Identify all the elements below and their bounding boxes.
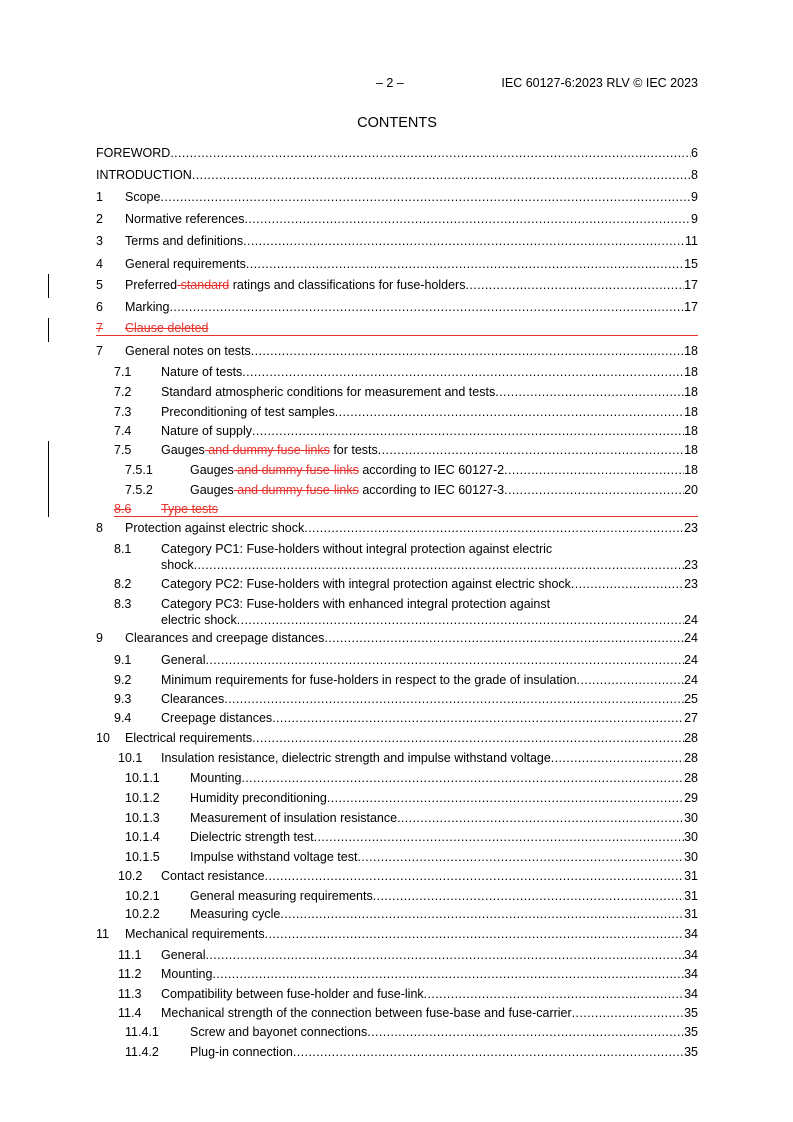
toc-entry-title (161, 443, 378, 457)
toc-entry-number: 7 (96, 344, 103, 358)
deleted-text: and dummy fuse-links (233, 483, 359, 497)
toc-entry-title (125, 731, 252, 745)
toc-entry-title (190, 1045, 293, 1059)
dot-leader (378, 443, 684, 457)
dot-leader (327, 791, 684, 805)
toc-entry-title (161, 653, 205, 667)
toc-entry[interactable] (0, 751, 793, 767)
dot-leader (160, 190, 691, 204)
toc-entry-page: 23 (684, 577, 698, 591)
toc-entry-title (161, 692, 224, 706)
toc-entry-number: 10.1.4 (125, 830, 160, 844)
dot-leader (246, 257, 684, 271)
toc-entry-number: 11.1 (118, 948, 142, 962)
toc-entry[interactable] (0, 344, 793, 360)
toc-entry-number: 10.2.2 (125, 907, 160, 921)
dot-leader (205, 653, 684, 667)
toc-entry-number: 3 (96, 234, 103, 248)
toc-entry-title (190, 850, 357, 864)
toc-entry[interactable] (0, 212, 793, 228)
toc-entry[interactable] (0, 146, 793, 162)
dot-leader (504, 463, 684, 477)
dot-leader (212, 967, 684, 981)
toc-entry[interactable] (0, 257, 793, 273)
toc-entry-title (190, 483, 504, 497)
toc-entry-title (161, 1006, 572, 1020)
toc-title-segment: Impulse withstand voltage test (190, 850, 358, 864)
dot-leader (335, 405, 684, 419)
toc-entry-page: 31 (684, 889, 698, 903)
toc-entry-title (125, 521, 304, 535)
toc-entry[interactable] (0, 987, 793, 1003)
toc-title-segment: Protection against electric shock (125, 521, 305, 535)
toc-entry-title (125, 344, 251, 358)
toc-entry-page: 25 (684, 692, 698, 706)
toc-entry-title (161, 542, 552, 556)
toc-entry-page: 18 (684, 365, 698, 379)
dot-leader (265, 927, 684, 941)
toc-entry-page: 27 (684, 711, 698, 725)
dot-leader (242, 365, 684, 379)
toc-title-segment: Gauges (190, 463, 234, 477)
toc-entry-page: 6 (691, 146, 698, 160)
toc-entry[interactable] (0, 811, 793, 827)
toc-entry[interactable] (0, 850, 793, 866)
toc-title-segment: Dielectric strength test (190, 830, 314, 844)
dot-leader (265, 869, 685, 883)
toc-entry-page: 9 (691, 212, 698, 226)
toc-entry-title (161, 424, 252, 438)
toc-entry-page: 29 (684, 791, 698, 805)
dot-leader (280, 907, 684, 921)
toc-title-segment: Scope (125, 190, 161, 204)
toc-entry[interactable] (0, 502, 793, 518)
toc-title-segment: Plug-in connection (190, 1045, 293, 1059)
toc-entry-page: 28 (684, 751, 698, 765)
toc-entry-page: 28 (684, 771, 698, 785)
toc-entry-page: 18 (684, 443, 698, 457)
toc-title-segment: shock (161, 558, 194, 572)
toc-entry[interactable] (0, 731, 793, 747)
dot-leader (495, 385, 684, 399)
toc-entry[interactable] (0, 405, 793, 421)
toc-title-segment: Mechanical requirements (125, 927, 265, 941)
toc-entry[interactable] (0, 948, 793, 964)
deleted-text: and dummy fuse-links (233, 463, 359, 477)
page-title: CONTENTS (357, 115, 437, 131)
dot-leader (205, 948, 684, 962)
toc-entry-title (190, 830, 314, 844)
toc-title-segment: Minimum requirements for fuse-holders in respect to the grade of insulation (161, 673, 577, 687)
toc-entry-number: 7.3 (114, 405, 132, 419)
toc-title-segment: Creepage distances (161, 711, 273, 725)
toc-title-segment: General measuring requirements (190, 889, 373, 903)
toc-entry-page: 28 (684, 731, 698, 745)
toc-entry[interactable] (0, 321, 793, 337)
toc-entry-title (190, 771, 241, 785)
toc-entry[interactable] (0, 597, 793, 631)
dot-leader (252, 731, 684, 745)
toc-entry-page: 35 (684, 1025, 698, 1039)
toc-entry[interactable] (0, 443, 793, 459)
toc-entry[interactable] (0, 542, 793, 576)
toc-entry-number: 10.1.5 (125, 850, 160, 864)
toc-entry-page: 9 (691, 190, 698, 204)
toc-entry-title (125, 631, 324, 645)
toc-entry-title (161, 751, 551, 765)
toc-entry-number: 4 (96, 257, 103, 271)
toc-entry-title (161, 869, 265, 883)
toc-entry-page: 24 (684, 673, 698, 687)
toc-entry-number: 7.5 (114, 443, 132, 457)
document-reference: IEC 60127-6:2023 RLV © IEC 2023 (501, 76, 698, 90)
toc-entry-title (190, 463, 504, 477)
toc-entry-number: 8 (96, 521, 103, 535)
dot-leader (192, 168, 691, 182)
toc-title-segment: General (161, 948, 206, 962)
toc-title-segment: Electrical requirements (125, 731, 253, 745)
toc-entry[interactable] (0, 1045, 793, 1061)
dot-leader (194, 558, 684, 572)
dot-leader (324, 631, 684, 645)
toc-entry-title (125, 278, 465, 292)
toc-entry[interactable] (0, 673, 793, 689)
toc-entry-number: 10.2 (118, 869, 143, 883)
toc-title-segment: Insulation resistance, dielectric strength and impulse withstand voltage (161, 751, 551, 765)
toc-title-segment: Category PC1: Fuse-holders without integral protection against electric (161, 542, 553, 556)
deleted-text: standard (177, 278, 230, 292)
dot-leader (397, 811, 684, 825)
toc-entry-page: 34 (684, 948, 698, 962)
toc-entry-page: 23 (684, 521, 698, 535)
toc-entry-page: 18 (684, 463, 698, 477)
toc-entry[interactable] (0, 653, 793, 669)
toc-title-segment: Preferred (125, 278, 178, 292)
toc-title-segment: Marking (125, 300, 170, 314)
toc-entry[interactable] (0, 278, 793, 294)
toc-title-segment: Screw and bayonet connections (190, 1025, 368, 1039)
toc-entry-title (161, 385, 495, 399)
toc-entry[interactable] (0, 927, 793, 943)
toc-entry-page: 24 (684, 653, 698, 667)
toc-entry-number: 7.1 (114, 365, 132, 379)
dot-leader (465, 278, 684, 292)
toc-entry[interactable] (0, 385, 793, 401)
toc-title-segment: ratings and classifications for fuse-holders (229, 278, 466, 292)
dot-leader (170, 146, 691, 160)
dot-leader (551, 751, 684, 765)
toc-entry-title (161, 597, 550, 611)
deleted-entry-rule (114, 516, 698, 517)
toc-title-segment: Mechanical strength of the connection between fuse-base and fuse-carrier (161, 1006, 572, 1020)
dot-leader (504, 483, 684, 497)
toc-entry-title (190, 1025, 367, 1039)
toc-entry-title (125, 234, 243, 248)
toc-entry-title (190, 811, 397, 825)
toc-title-segment: Gauges (190, 483, 234, 497)
toc-entry-number: 9 (96, 631, 103, 645)
toc-entry-page: 34 (684, 967, 698, 981)
toc-entry-title (125, 212, 245, 226)
dot-leader (357, 850, 684, 864)
toc-entry-page: 11 (685, 234, 698, 248)
toc-title-segment: Type tests (161, 502, 218, 516)
toc-entry-page: 30 (684, 811, 698, 825)
toc-entry-title (161, 711, 272, 725)
dot-leader (245, 212, 692, 226)
deleted-text: and dummy fuse-links (204, 443, 330, 457)
dot-leader (237, 613, 684, 627)
toc-entry-page: 24 (684, 613, 698, 627)
toc-entry-number: 10 (96, 731, 110, 745)
dot-leader (252, 424, 684, 438)
dot-leader (424, 987, 684, 1001)
toc-entry-number: 7.5.1 (125, 463, 153, 477)
toc-entry-number: 10.1.1 (125, 771, 160, 785)
toc-entry-title (161, 673, 576, 687)
toc-entry-number: 10.1.3 (125, 811, 160, 825)
toc-title-segment: Contact resistance (161, 869, 265, 883)
toc-title-segment: Nature of tests (161, 365, 243, 379)
toc-entry-number: 8.2 (114, 577, 132, 591)
dot-leader (224, 692, 684, 706)
dot-leader (304, 521, 684, 535)
revision-bar (48, 441, 49, 517)
page-header (96, 76, 698, 92)
toc-entry-page: 35 (684, 1006, 698, 1020)
toc-entry[interactable] (0, 190, 793, 206)
dot-leader (373, 889, 684, 903)
toc-entry[interactable] (0, 300, 793, 316)
dot-leader (243, 234, 685, 248)
toc-entry[interactable] (0, 365, 793, 381)
toc-entry[interactable] (0, 967, 793, 983)
toc-title-segment: electric shock (161, 613, 237, 627)
toc-title-segment: Nature of supply (161, 424, 253, 438)
toc-title-segment: Measurement of insulation resistance (190, 811, 398, 825)
toc-entry-page: 31 (684, 869, 698, 883)
dot-leader (293, 1045, 684, 1059)
toc-entry[interactable] (0, 869, 793, 885)
toc-title-segment: Humidity preconditioning (190, 791, 327, 805)
toc-entry-title (190, 907, 280, 921)
dot-leader (241, 771, 684, 785)
toc-entry-title (125, 927, 265, 941)
toc-entry-page: 15 (684, 257, 698, 271)
toc-title-segment: according to IEC 60127-2 (358, 463, 505, 477)
toc-title-segment: Clause deleted (125, 321, 209, 335)
toc-entry[interactable] (0, 907, 793, 923)
toc-title-segment: Terms and definitions (125, 234, 244, 248)
toc-entry-page: 30 (684, 830, 698, 844)
toc-entry-title (125, 300, 169, 314)
toc-title-segment: Gauges (161, 443, 205, 457)
toc-entry[interactable] (0, 830, 793, 846)
toc-title-segment: Mounting (190, 771, 242, 785)
toc-entry[interactable] (0, 1006, 793, 1022)
toc-entry[interactable] (0, 771, 793, 787)
toc-entry-number: 11.4 (118, 1006, 142, 1020)
toc-entry-page: 20 (684, 483, 698, 497)
toc-entry-page: 35 (684, 1045, 698, 1059)
toc-entry-title (161, 987, 424, 1001)
toc-title-segment: Compatibility between fuse-holder and fuse-link (161, 987, 424, 1001)
toc-entry[interactable] (0, 577, 793, 593)
toc-title-segment: according to IEC 60127-3 (358, 483, 505, 497)
toc-entry-number: 7.4 (114, 424, 132, 438)
toc-title-segment: Clearances and creepage distances (125, 631, 325, 645)
toc-title-segment: General notes on tests (125, 344, 251, 358)
toc-entry-page: 8 (691, 168, 698, 182)
toc-entry-number: 5 (96, 278, 103, 292)
page-number: – 2 – (376, 76, 404, 90)
toc-entry-page: 18 (684, 405, 698, 419)
toc-entry-number: 6 (96, 300, 103, 314)
dot-leader (314, 830, 684, 844)
toc-entry[interactable] (0, 791, 793, 807)
toc-entry-title (125, 321, 208, 335)
toc-entry-number: 7.2 (114, 385, 132, 399)
dot-leader (367, 1025, 684, 1039)
toc-entry[interactable] (0, 168, 793, 184)
toc-entry-number: 9.2 (114, 673, 132, 687)
toc-entry-number: 7 (96, 321, 103, 335)
revision-bar (48, 274, 49, 298)
toc-entry[interactable] (0, 711, 793, 727)
deleted-entry-rule (96, 335, 698, 336)
toc-entry-number: 9.4 (114, 711, 132, 725)
toc-entry-title (161, 948, 205, 962)
toc-entry-page: 31 (684, 907, 698, 921)
toc-entry[interactable] (0, 889, 793, 905)
toc-entry-number: 7.5.2 (125, 483, 153, 497)
dot-leader (576, 673, 684, 687)
toc-title-segment: INTRODUCTION (96, 168, 192, 182)
dot-leader (251, 344, 684, 358)
toc-entry-title (161, 967, 212, 981)
toc-entry-page: 18 (684, 344, 698, 358)
toc-entry-page: 17 (684, 300, 698, 314)
toc-entry-number: 9.3 (114, 692, 132, 706)
dot-leader (572, 1006, 684, 1020)
toc-title-segment: Clearances (161, 692, 225, 706)
toc-entry-title (161, 365, 242, 379)
toc-title-segment: Category PC3: Fuse-holders with enhanced integral protection against (161, 597, 551, 611)
toc-entry-number: 11.4.1 (125, 1025, 159, 1039)
toc-title-segment: for tests (329, 443, 378, 457)
toc-entry-page: 18 (684, 385, 698, 399)
revision-bar (48, 318, 49, 342)
toc-entry-title (161, 502, 218, 516)
toc-entry-title (190, 791, 327, 805)
toc-entry-number: 11.2 (118, 967, 142, 981)
toc-entry[interactable] (0, 521, 793, 537)
toc-entry-page: 34 (684, 927, 698, 941)
toc-entry[interactable] (0, 692, 793, 708)
dot-leader (571, 577, 684, 591)
toc-title-segment: Category PC2: Fuse-holders with integral protection against electric shock (161, 577, 571, 591)
toc-entry-number: 8.6 (114, 502, 132, 516)
toc-entry[interactable] (0, 631, 793, 647)
toc-entry-number: 1 (96, 190, 103, 204)
toc-title-segment: Mounting (161, 967, 213, 981)
toc-entry-number: 10.2.1 (125, 889, 160, 903)
dot-leader (272, 711, 684, 725)
toc-entry-number: 8.1 (114, 542, 132, 556)
toc-title-segment: General (161, 653, 206, 667)
toc-title-segment: FOREWORD (96, 146, 171, 160)
toc-entry[interactable] (0, 424, 793, 440)
toc-entry-number: 11.3 (118, 987, 142, 1001)
toc-entry-page: 18 (684, 424, 698, 438)
toc-title-segment: Measuring cycle (190, 907, 281, 921)
toc-entry-title (96, 146, 170, 160)
toc-entry-number: 10.1 (118, 751, 143, 765)
toc-entry-page: 23 (684, 558, 698, 572)
toc-entry-page: 17 (684, 278, 698, 292)
toc-title-segment: Normative references (125, 212, 245, 226)
toc-entry-title (190, 889, 373, 903)
toc-entry[interactable] (0, 483, 793, 499)
toc-entry-title (161, 577, 571, 591)
toc-entry-number: 11 (96, 927, 109, 941)
toc-entry-page: 30 (684, 850, 698, 864)
toc-entry-number: 9.1 (114, 653, 132, 667)
toc-entry-title (161, 405, 335, 419)
toc-entry-page: 34 (684, 987, 698, 1001)
dot-leader (169, 300, 684, 314)
toc-entry-page: 24 (684, 631, 698, 645)
toc-entry-number: 11.4.2 (125, 1045, 159, 1059)
toc-entry-number: 10.1.2 (125, 791, 160, 805)
toc-entry-title (96, 168, 192, 182)
toc-entry[interactable] (0, 463, 793, 479)
toc-entry-title (125, 190, 160, 204)
toc-entry[interactable] (0, 1025, 793, 1041)
toc-title-segment: Preconditioning of test samples (161, 405, 335, 419)
toc-entry-number: 8.3 (114, 597, 132, 611)
toc-title-segment: General requirements (125, 257, 246, 271)
toc-entry[interactable] (0, 234, 793, 250)
toc-entry-title (125, 257, 246, 271)
toc-title-segment: Standard atmospheric conditions for measurement and tests (161, 385, 496, 399)
toc-entry-number: 2 (96, 212, 103, 226)
